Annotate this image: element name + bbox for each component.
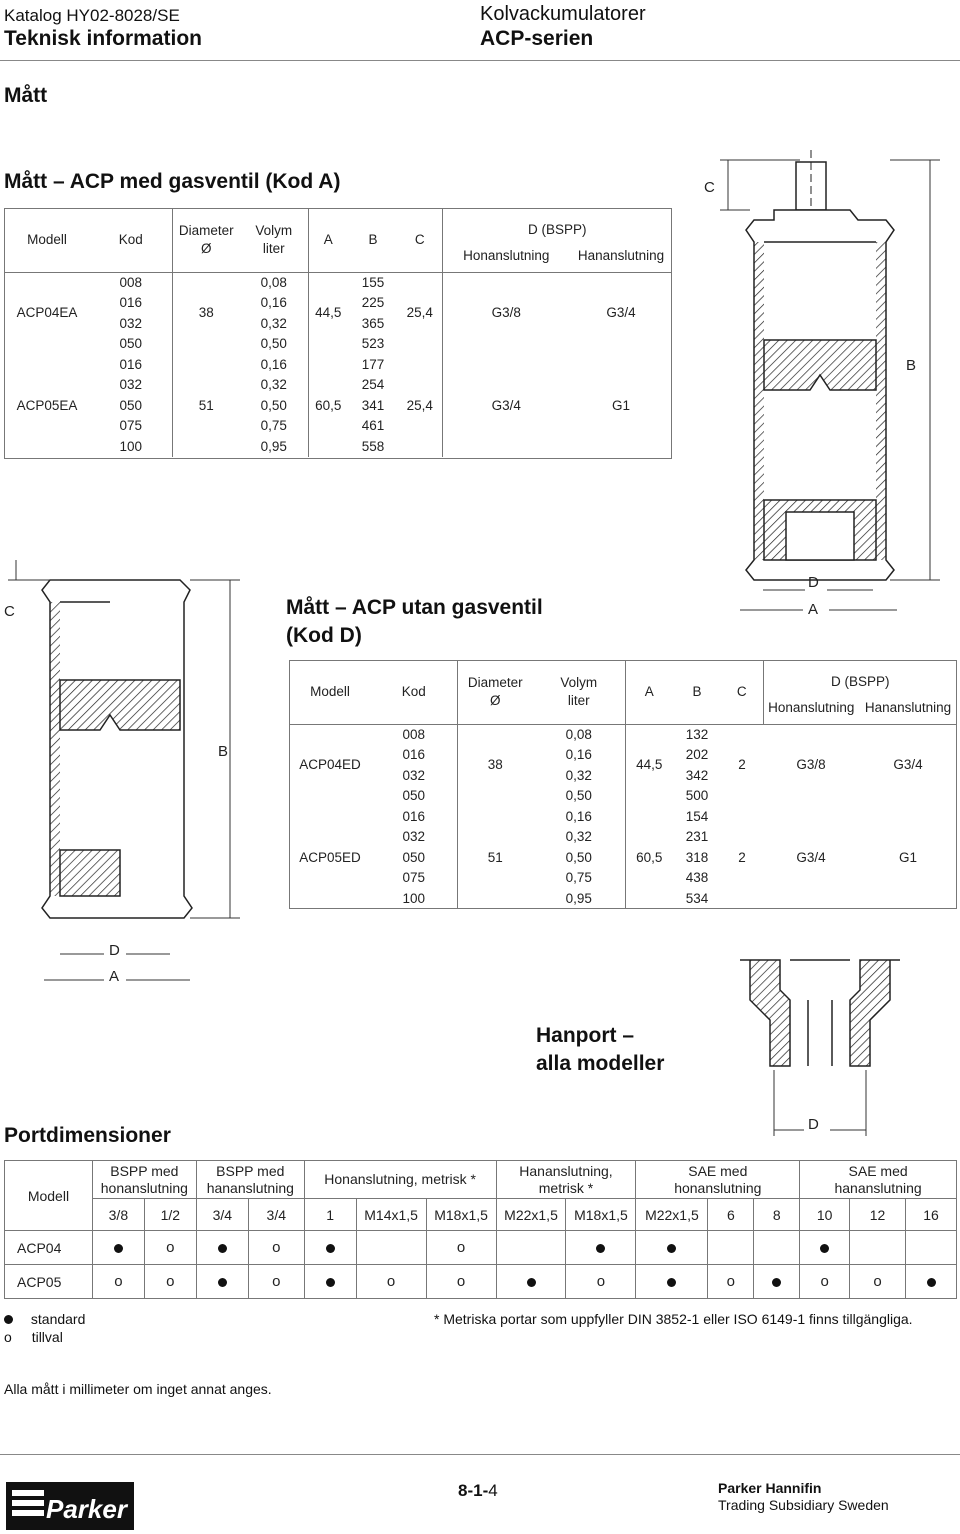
standard-dot-icon [927, 1278, 936, 1287]
port-size: 3/4 [196, 1199, 248, 1231]
row-volym: 0,95 [260, 438, 287, 454]
optional-circle-icon: o [272, 1239, 281, 1256]
port-availability [754, 1231, 800, 1265]
row-kod: 008 [371, 724, 457, 745]
row-volym: 0,95 [565, 890, 592, 906]
label-a-bottom: A [109, 968, 120, 985]
port-availability [800, 1265, 850, 1299]
port-availability [708, 1231, 754, 1265]
col-d-han: Hananslutning [864, 699, 952, 715]
port-availability [566, 1231, 636, 1265]
label-d-bottom: D [109, 942, 120, 959]
port-group-header: SAE med hananslutning [800, 1161, 957, 1199]
row-c: 2 [738, 849, 746, 865]
row-kod: 050 [402, 788, 426, 803]
port-size: 1 [304, 1199, 356, 1231]
row-volym: 0,32 [565, 829, 592, 844]
port-size: M18x1,5 [566, 1199, 636, 1231]
row-a: 60,5 [308, 355, 348, 458]
optional-circle-icon: o [726, 1273, 735, 1290]
row-volym: 0,32 [260, 315, 287, 331]
optional-circle-icon: o [4, 1329, 12, 1345]
port-dimensions-table [4, 1160, 957, 1299]
legend-tillval: o tillval [4, 1329, 63, 1345]
legend-standard: standard [4, 1311, 85, 1327]
series-name: ACP-serien [480, 27, 594, 50]
row-han: G3/4 [570, 272, 672, 355]
port-availability [356, 1265, 426, 1299]
port-size: 10 [800, 1199, 850, 1231]
port-availability [92, 1231, 144, 1265]
spec-table-a [4, 208, 672, 457]
metric-note: * Metriska portar som uppfyller DIN 3852-1 eller ISO 6149-1 finns tillgängliga. [434, 1311, 913, 1327]
port-row-modell: ACP04 [5, 1231, 93, 1265]
port-row-modell: ACP05 [5, 1265, 93, 1299]
row-b: 132 [673, 724, 721, 745]
label-b-d: B [218, 743, 229, 760]
row-han: G1 [611, 397, 630, 413]
row-b: 534 [685, 890, 709, 906]
port-availability [496, 1265, 566, 1299]
header-rule [0, 60, 960, 61]
col-a: A [308, 208, 348, 272]
row-volym: 0,16 [565, 747, 592, 762]
row-a: 44,5 [625, 724, 673, 807]
port-availability [850, 1231, 906, 1265]
row-kod: 100 [402, 890, 426, 906]
port-availability [566, 1265, 636, 1299]
row-volym: 0,32 [565, 767, 592, 783]
row-kod: 100 [119, 438, 143, 454]
col-volym: Volym liter [560, 674, 598, 708]
row-b: 202 [685, 747, 709, 762]
optional-circle-icon: o [596, 1273, 606, 1290]
drawing-hanport [720, 940, 920, 1140]
page-heading: Mått [4, 84, 48, 107]
units-note: Alla mått i millimeter om inget annat anges. [4, 1381, 272, 1397]
section-a-title: Mått – ACP med gasventil (Kod A) [4, 170, 341, 193]
row-hon: G3/4 [442, 355, 570, 458]
col-volym: Volym liter [255, 222, 293, 256]
standard-dot-icon [218, 1278, 227, 1287]
dimension-a-d-bottom [40, 948, 200, 988]
standard-dot-icon [667, 1244, 676, 1253]
optional-circle-icon: o [820, 1273, 829, 1290]
row-b: 342 [685, 767, 709, 783]
row-kod: 016 [402, 808, 426, 824]
standard-dot-icon [667, 1278, 676, 1287]
port-availability [356, 1231, 426, 1265]
optional-circle-icon: o [456, 1273, 466, 1290]
row-b: 523 [361, 336, 385, 351]
row-b: 155 [348, 272, 398, 293]
row-hon: G3/8 [763, 724, 859, 807]
label-c-d: C [4, 603, 15, 620]
port-size: M22x1,5 [496, 1199, 566, 1231]
row-a: 44,5 [308, 272, 348, 355]
row-diameter: 38 [172, 272, 240, 355]
table-row [5, 1265, 957, 1299]
port-group-header: SAE med honanslutning [636, 1161, 800, 1199]
row-kod: 008 [90, 272, 172, 293]
row-diameter: 51 [172, 355, 240, 458]
row-b: 231 [685, 829, 709, 844]
row-kod: 032 [119, 315, 143, 331]
col-d-bspp: D (BSPP) [763, 660, 957, 692]
row-volym: 0,08 [533, 724, 625, 745]
row-volym: 0,16 [260, 295, 287, 310]
optional-circle-icon: o [873, 1273, 882, 1290]
col-d-han: Hananslutning [577, 247, 665, 263]
port-size: 8 [754, 1199, 800, 1231]
port-availability [754, 1265, 800, 1299]
standard-dot-icon [218, 1244, 227, 1253]
standard-dot-icon [326, 1278, 335, 1287]
port-size: 1/2 [144, 1199, 196, 1231]
port-availability [496, 1231, 566, 1265]
label-d-top: D [808, 574, 819, 591]
row-kod: 032 [402, 767, 426, 783]
col-modell: Modell [27, 231, 67, 247]
port-availability [92, 1265, 144, 1299]
col-b: B [368, 231, 378, 247]
table-row [5, 1231, 957, 1265]
row-b: 318 [685, 849, 709, 865]
port-availability [248, 1265, 304, 1299]
row-b: 341 [361, 397, 385, 413]
row-kod: 050 [402, 849, 426, 865]
port-availability [304, 1265, 356, 1299]
standard-dot-icon [820, 1244, 829, 1253]
standard-dot-icon [4, 1315, 13, 1324]
company-subsidiary: Trading Subsidiary Sweden [718, 1497, 889, 1513]
port-group-header: BSPP med hananslutning [196, 1161, 304, 1199]
row-b: 558 [361, 438, 385, 454]
dimension-a-d-top [735, 580, 905, 620]
optional-circle-icon: o [386, 1273, 396, 1290]
port-availability [144, 1265, 196, 1299]
port-group-header: Hananslutning, metrisk * [496, 1161, 636, 1199]
col-kod: Kod [401, 683, 426, 699]
port-availability [850, 1265, 906, 1299]
row-kod: 016 [402, 747, 426, 762]
col-c: C [414, 231, 425, 247]
row-volym: 0,50 [565, 788, 592, 803]
row-hon: G3/8 [442, 272, 570, 355]
row-b: 461 [361, 418, 385, 433]
optional-circle-icon: o [272, 1273, 281, 1290]
col-d-bspp: D (BSPP) [442, 208, 672, 240]
row-han: G3/4 [859, 724, 957, 807]
port-availability [144, 1231, 196, 1265]
col-d-hon: Honanslutning [442, 240, 570, 272]
row-han: G1 [898, 849, 917, 865]
port-availability [304, 1231, 356, 1265]
port-availability [708, 1265, 754, 1299]
row-modell: ACP04EA [4, 272, 90, 355]
footer-rule [0, 1454, 960, 1455]
row-volym: 0,32 [260, 377, 287, 392]
row-kod: 032 [402, 829, 426, 844]
row-kod: 075 [402, 870, 426, 885]
row-c: 2 [721, 724, 763, 807]
row-c: 25,4 [398, 272, 442, 355]
standard-dot-icon [596, 1244, 605, 1253]
port-availability [426, 1231, 496, 1265]
port-group-header: Honanslutning, metrisk * [304, 1161, 496, 1199]
port-availability [636, 1231, 708, 1265]
standard-dot-icon [326, 1244, 335, 1253]
port-availability [906, 1265, 957, 1299]
parker-logo-text: Parker [46, 1494, 127, 1524]
row-kod: 050 [119, 397, 143, 413]
port-availability [196, 1265, 248, 1299]
row-hon: G3/4 [796, 849, 826, 865]
col-diameter: Diameter Ø [457, 660, 533, 724]
row-volym: 0,16 [565, 808, 592, 824]
row-volym: 0,50 [565, 849, 592, 865]
port-size: M18x1,5 [426, 1199, 496, 1231]
ports-title: Portdimensioner [4, 1124, 171, 1147]
row-b: 225 [361, 295, 385, 310]
row-volym: 0,16 [260, 356, 287, 372]
product-line: Kolvackumulatorer [480, 3, 646, 25]
col-modell: Modell [5, 1161, 93, 1231]
standard-dot-icon [527, 1278, 536, 1287]
row-b: 365 [361, 315, 385, 331]
row-modell: ACP04ED [289, 724, 371, 807]
row-c: 25,4 [406, 397, 433, 413]
port-size: 3/4 [248, 1199, 304, 1231]
row-kod: 050 [119, 336, 143, 351]
label-a-top: A [808, 601, 819, 618]
company-name: Parker Hannifin [718, 1480, 822, 1496]
parker-logo-icon [6, 1482, 134, 1530]
row-diameter: 51 [457, 807, 533, 910]
col-d-hon: Honanslutning [763, 692, 859, 724]
row-volym: 0,08 [240, 272, 308, 293]
row-volym: 0,50 [260, 397, 287, 413]
parker-logo [6, 1482, 134, 1530]
port-size: 3/8 [92, 1199, 144, 1231]
row-diameter: 38 [457, 724, 533, 807]
row-b: 177 [361, 356, 385, 372]
label-d-hanport: D [808, 1116, 819, 1133]
col-kod: Kod [118, 231, 143, 247]
row-modell: ACP05ED [299, 849, 361, 865]
optional-circle-icon: o [456, 1239, 466, 1256]
standard-dot-icon [772, 1278, 781, 1287]
row-b: 154 [685, 808, 709, 824]
row-volym: 0,50 [260, 336, 287, 351]
port-availability [248, 1231, 304, 1265]
row-modell: ACP05EA [16, 397, 78, 413]
col-c: C [736, 683, 747, 699]
spec-table-d [289, 660, 957, 909]
port-size: M14x1,5 [356, 1199, 426, 1231]
row-a: 60,5 [625, 807, 673, 910]
catalog-number: Katalog HY02-8028/SE [4, 6, 180, 25]
label-c: C [704, 179, 715, 196]
port-group-header: BSPP med honanslutning [92, 1161, 196, 1199]
col-modell: Modell [310, 683, 350, 699]
page-number: 8-1-4 [458, 1481, 498, 1500]
row-b: 438 [685, 870, 709, 885]
label-b: B [906, 357, 917, 374]
col-b: B [692, 683, 702, 699]
port-size: 6 [708, 1199, 754, 1231]
row-volym: 0,75 [565, 870, 592, 885]
drawing-acp-no-valve [0, 560, 250, 940]
row-b: 500 [685, 788, 709, 803]
row-kod: 016 [119, 295, 143, 310]
optional-circle-icon: o [166, 1239, 175, 1256]
port-availability [800, 1231, 850, 1265]
section-d-title-line1: Mått – ACP utan gasventil [286, 596, 543, 619]
col-a: A [625, 660, 673, 724]
port-size: 12 [850, 1199, 906, 1231]
row-volym: 0,75 [260, 418, 287, 433]
hanport-title-line1: Hanport – [536, 1024, 635, 1047]
port-size: 16 [906, 1199, 957, 1231]
section-d-title-line2: (Kod D) [286, 624, 362, 647]
hanport-title-line2: alla modeller [536, 1052, 665, 1075]
port-size: M22x1,5 [636, 1199, 708, 1231]
section-name: Teknisk information [4, 27, 202, 50]
port-availability [906, 1231, 957, 1265]
optional-circle-icon: o [114, 1273, 123, 1290]
standard-dot-icon [114, 1244, 123, 1253]
port-availability [426, 1265, 496, 1299]
row-b: 254 [361, 377, 385, 392]
row-kod: 032 [119, 377, 143, 392]
row-kod: 016 [119, 356, 143, 372]
row-kod: 075 [119, 418, 143, 433]
port-availability [636, 1265, 708, 1299]
col-diameter: Diameter Ø [172, 208, 240, 272]
port-availability [196, 1231, 248, 1265]
optional-circle-icon: o [166, 1273, 175, 1290]
drawing-acp-gas-valve [690, 140, 960, 620]
